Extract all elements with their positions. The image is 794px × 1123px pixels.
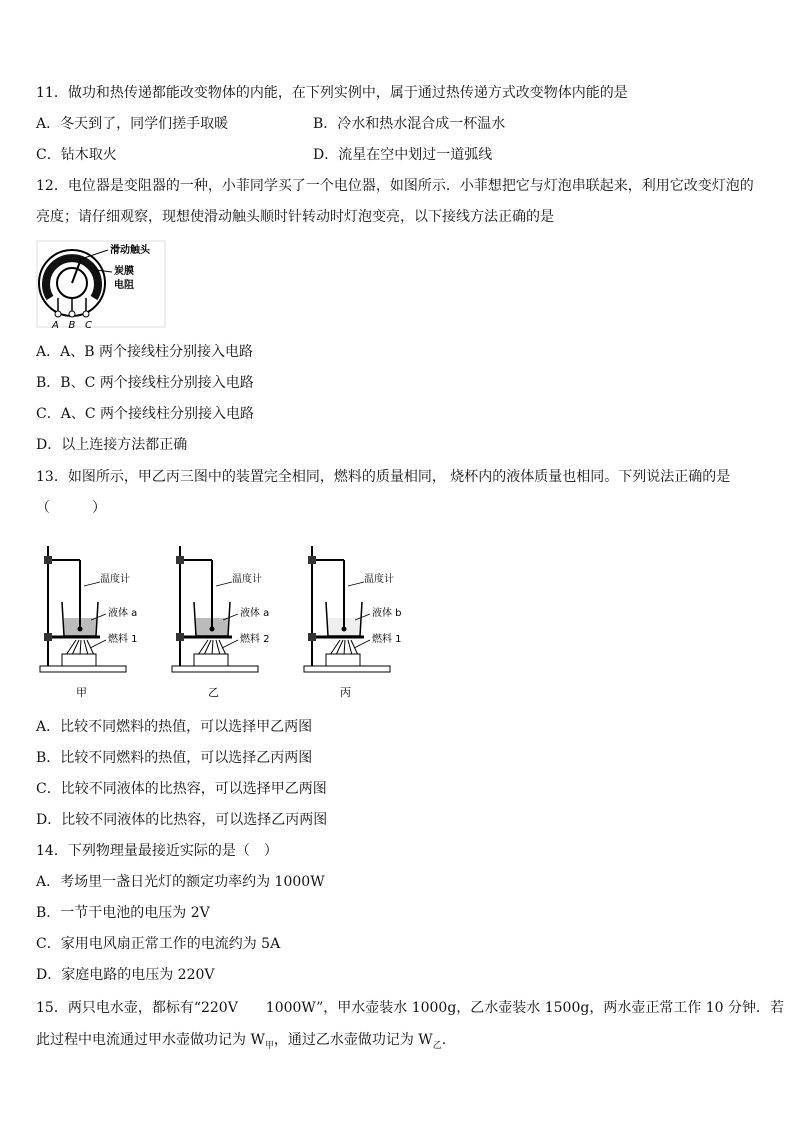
q11-option-b: B．冷水和热水混合成一杯温水	[313, 116, 506, 132]
fuel-lamp	[62, 654, 96, 666]
label-fuel: 燃料 1	[372, 634, 402, 645]
q12-option-c: C．A、C 两个接线柱分别接入电路	[36, 406, 254, 422]
label-liquid: 液体 b	[372, 608, 402, 619]
leader-liquid	[91, 614, 106, 620]
thermometer-bulb	[342, 627, 347, 632]
q13-option-a: A．比较不同燃料的热值，可以选择甲乙两图	[36, 719, 313, 735]
base-plate	[40, 666, 126, 672]
thermometer-bulb	[210, 627, 215, 632]
label-film-1: 炭膜	[114, 266, 134, 277]
flame	[198, 640, 226, 655]
ring-clamp	[308, 633, 316, 641]
label-liquid: 液体 a	[240, 608, 270, 619]
label-thermometer: 温度计	[100, 574, 130, 585]
base-plate	[172, 666, 258, 672]
clamp	[176, 556, 184, 564]
q12-option-d: D．以上连接方法都正确	[36, 437, 188, 453]
label-fuel: 燃料 2	[240, 634, 270, 645]
q14-option-b: B．一节干电池的电压为 2V	[36, 905, 210, 921]
subscript-yi: 乙	[432, 1040, 442, 1051]
q15-line2-part-c: .	[441, 1032, 447, 1048]
thermometer-bulb	[78, 627, 83, 632]
apparatus-yi	[172, 546, 270, 699]
leader-liquid	[223, 614, 238, 620]
heating-apparatus-figure	[36, 540, 416, 705]
flame	[66, 640, 94, 655]
caption-jia: 甲	[76, 686, 87, 699]
q15-line2-part-a: 此过程中电流通过甲水壶做功记为 W	[36, 1032, 265, 1048]
q14-option-d: D．家庭电路的电压为 220V	[36, 967, 215, 983]
q13-option-c: C．比较不同液体的比热容，可以选择甲乙两图	[36, 781, 327, 797]
q12-stem-line1: 12．电位器是变阻器的一种，小菲同学买了一个电位器，如图所示．小菲想把它与灯泡串联起来，利用它改变灯泡的	[36, 178, 754, 194]
caption-yi: 乙	[208, 686, 219, 699]
terminal-a	[55, 311, 61, 317]
subscript-jia: 甲	[264, 1040, 274, 1051]
label-thermometer: 温度计	[232, 574, 262, 585]
ring-clamp	[44, 633, 52, 641]
caption-bing: 丙	[340, 686, 351, 699]
leader-fuel	[222, 640, 238, 648]
q12-option-b: B．B、C 两个接线柱分别接入电路	[36, 375, 254, 391]
fuel-lamp	[194, 654, 228, 666]
clamp	[44, 556, 52, 564]
q14-option-c: C．家用电风扇正常工作的电流约为 5A	[36, 936, 281, 952]
q15-line2	[36, 1031, 446, 1055]
terminal-labels: A B C	[52, 320, 92, 331]
q12-stem-line2: 亮度；请仔细观察，现想使滑动触头顺时针转动时灯泡变亮，以下接线方法正确的是	[36, 209, 554, 225]
q13-stem-line2: （ ）	[36, 500, 106, 516]
leader-thermometer	[84, 582, 100, 586]
terminal-c	[83, 311, 89, 317]
label-fuel: 燃料 1	[108, 634, 138, 645]
clamp	[308, 556, 316, 564]
q11-option-a: A．冬天到了，同学们搓手取暖	[36, 116, 229, 132]
q14-stem: 14．下列物理量最接近实际的是（ ）	[36, 843, 278, 859]
q11-stem: 11．做功和热传递都能改变物体的内能，在下列实例中，属于通过热传递方式改变物体内能的是	[36, 85, 628, 101]
ring-clamp	[176, 633, 184, 641]
apparatus-bing	[304, 546, 402, 699]
base-plate	[304, 666, 390, 672]
q13-option-b: B．比较不同燃料的热值，可以选择乙丙两图	[36, 750, 313, 766]
q15-line2-part-b: ，通过乙水壶做功记为 W	[273, 1032, 433, 1048]
label-slider: 滑动触头	[110, 245, 150, 256]
label-film-2: 电阻	[114, 280, 134, 291]
leader-thermometer	[348, 582, 364, 586]
q12-option-a: A．A、B 两个接线柱分别接入电路	[36, 344, 253, 360]
q11-option-c: C．钻木取火	[36, 147, 117, 163]
label-liquid: 液体 a	[108, 608, 138, 619]
q15-line1: 15．两只电水壶，都标有“220V 1000W”，甲水壶装水 1000g，乙水壶装水 1500g，两水壶正常工作 10 分钟．若	[36, 1000, 785, 1016]
q11-option-d: D．流星在空中划过一道弧线	[313, 147, 493, 163]
q13-stem-line1: 13．如图所示，甲乙丙三图中的装置完全相同，燃料的质量相同， 烧杯内的液体质量也相同。下列说法正确的是	[36, 469, 731, 485]
label-thermometer: 温度计	[364, 574, 394, 585]
flame	[330, 640, 358, 655]
leader-thermometer	[216, 582, 232, 586]
leader-liquid	[355, 614, 370, 620]
leader-fuel	[90, 640, 106, 648]
fuel-lamp	[326, 654, 360, 666]
potentiometer-figure	[36, 240, 166, 332]
terminal-b	[69, 311, 75, 317]
q13-option-d: D．比较不同液体的比热容，可以选择乙丙两图	[36, 812, 328, 828]
q14-option-a: A．考场里一盏日光灯的额定功率约为 1000W	[36, 874, 325, 890]
apparatus-jia	[40, 546, 138, 699]
leader-fuel	[354, 640, 370, 648]
